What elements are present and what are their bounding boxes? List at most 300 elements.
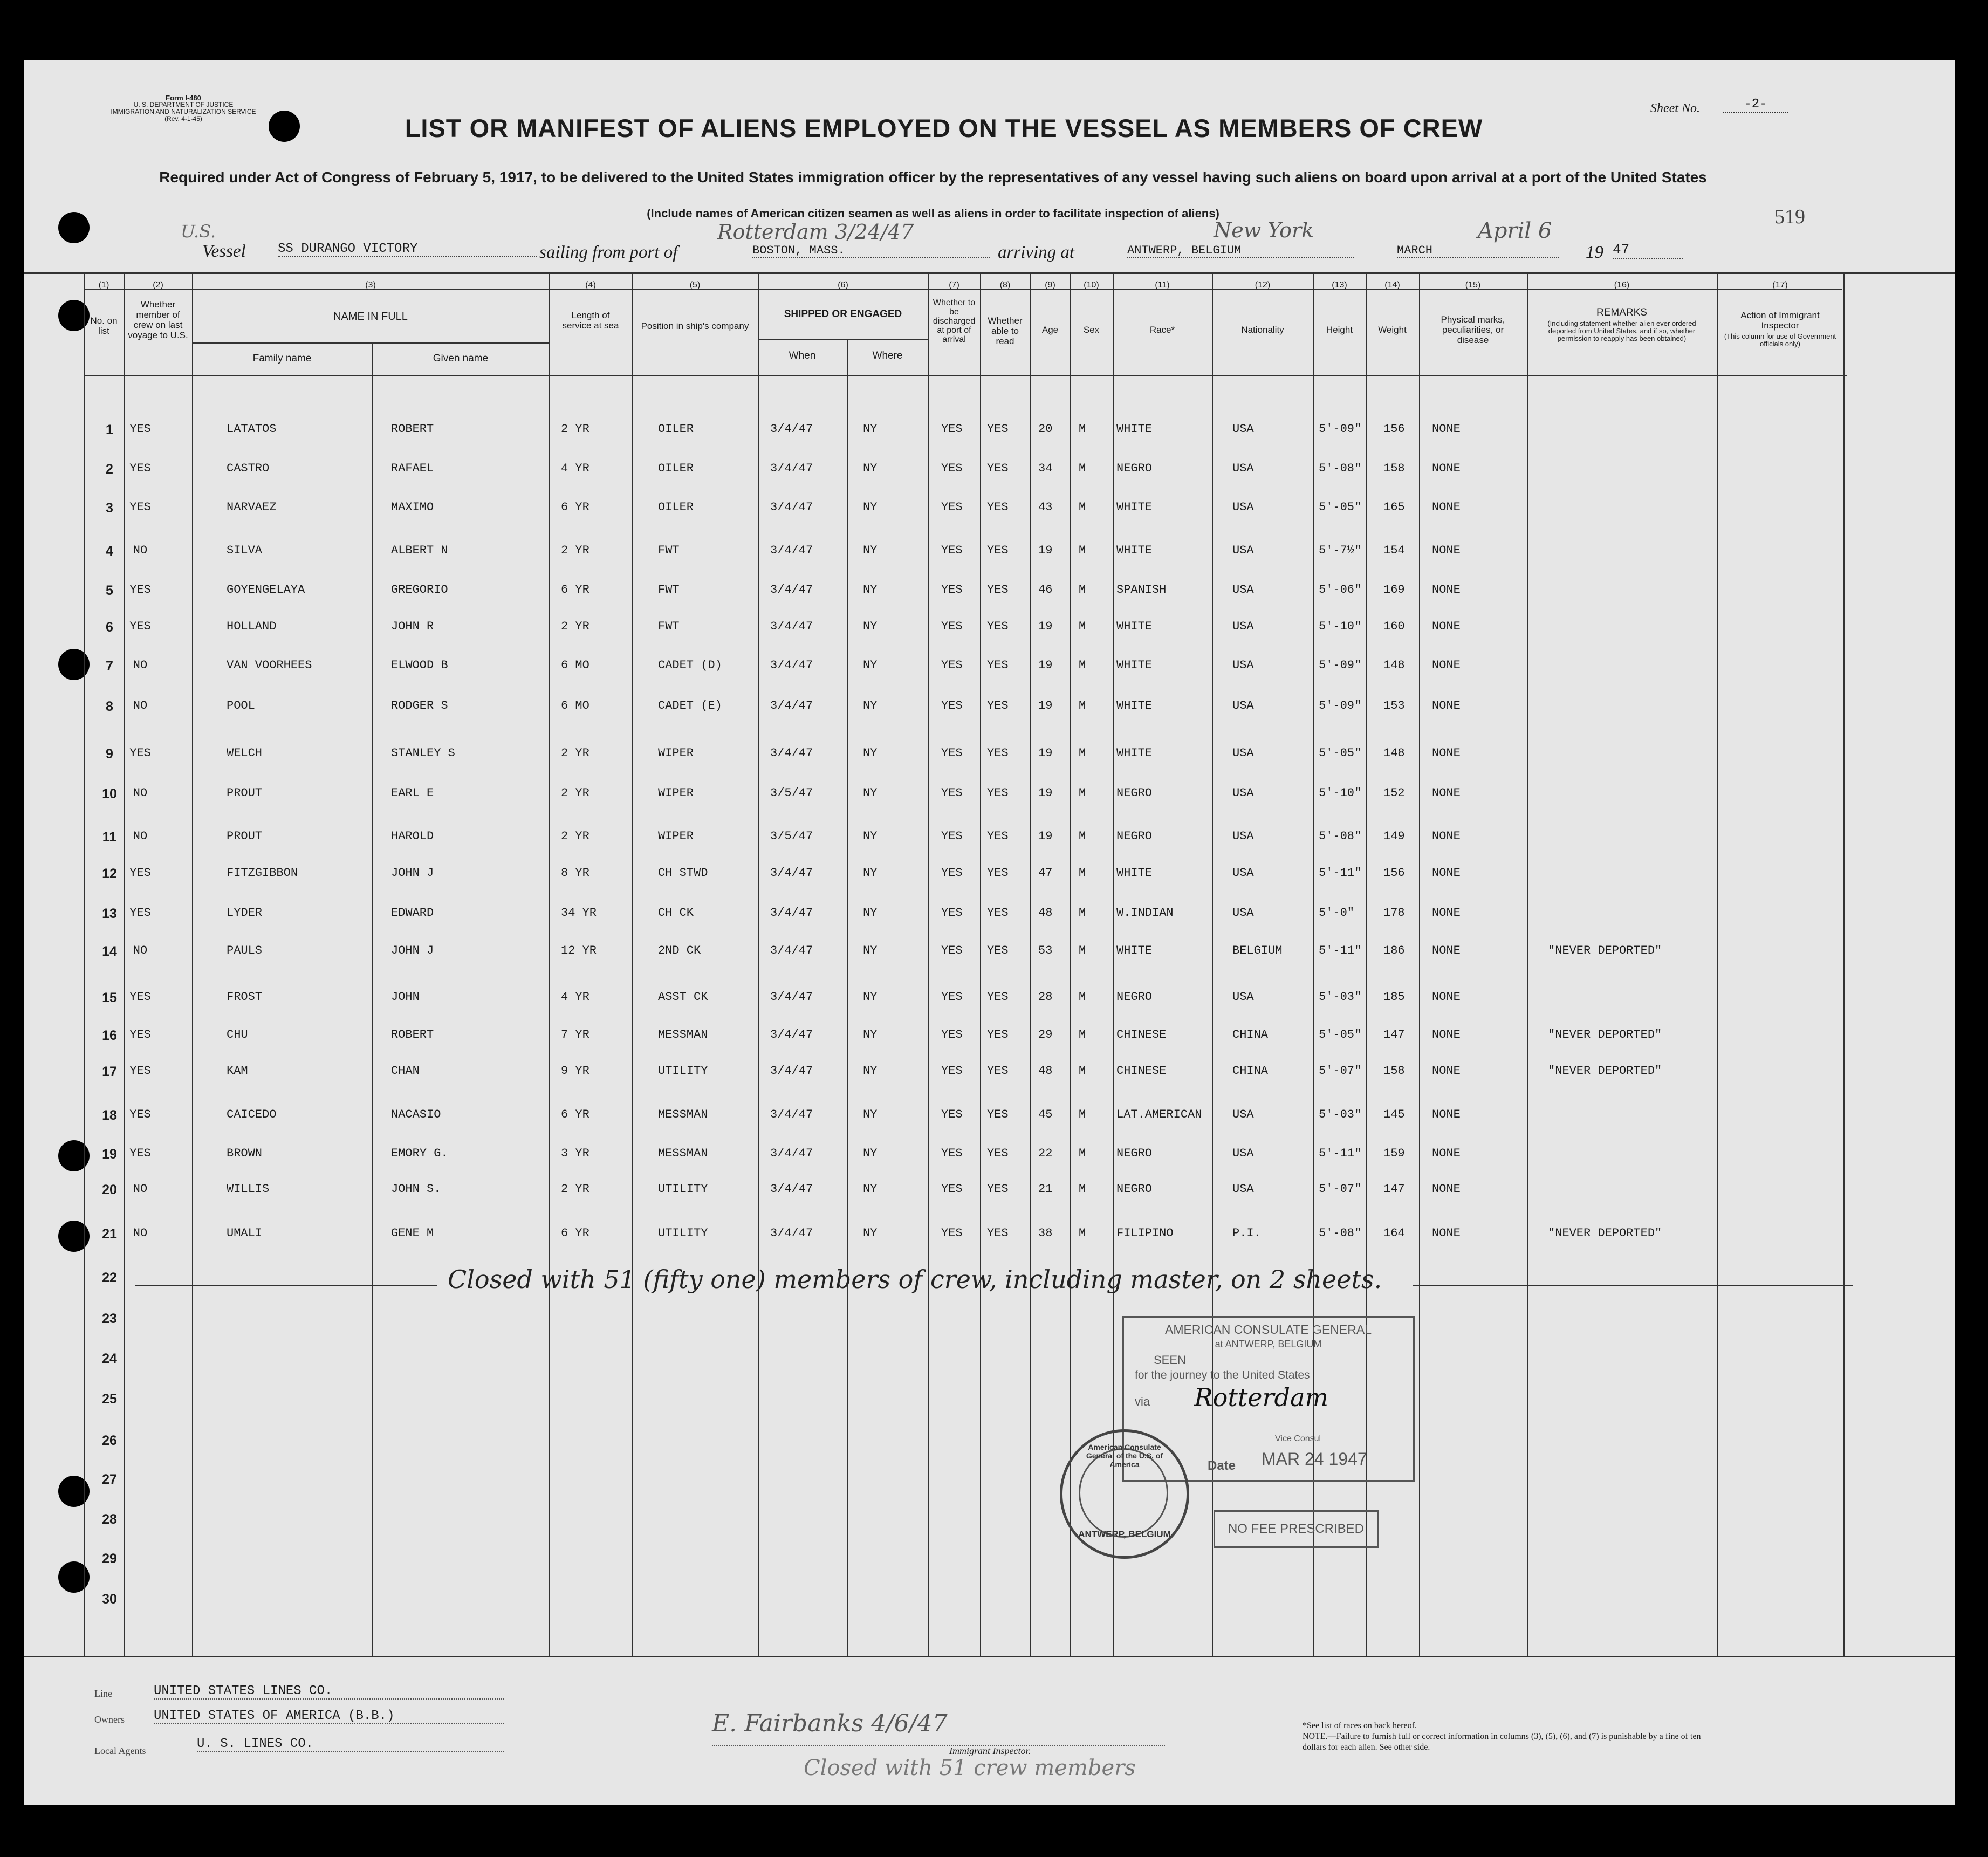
- race-cell: WHITE: [1116, 620, 1153, 633]
- row-number: 1: [106, 422, 113, 437]
- shipped-date-cell: 3/4/47: [770, 746, 813, 760]
- sex-cell: M: [1079, 830, 1086, 843]
- col-header-nationality: Nationality: [1241, 325, 1284, 335]
- shipped-date-cell: 3/4/47: [770, 501, 813, 514]
- shipped-place-cell: NY: [863, 1182, 878, 1196]
- discharge-cell: YES: [941, 659, 963, 672]
- remarks-cell: "NEVER DEPORTED": [1548, 1226, 1662, 1240]
- prev-voyage-cell: YES: [129, 866, 151, 880]
- marks-cell: NONE: [1432, 944, 1461, 957]
- service-cell: 2 YR: [561, 544, 589, 557]
- stamp-via-hand: Rotterdam: [1194, 1383, 1329, 1412]
- shipped-date-cell: 3/4/47: [770, 699, 813, 712]
- col-line: [1419, 272, 1420, 1656]
- given-name-cell: EARL E: [391, 786, 434, 800]
- height-cell: 5'-09": [1319, 422, 1362, 436]
- vessel-label: Vessel: [202, 242, 246, 261]
- read-cell: YES: [987, 699, 1009, 712]
- service-cell: 6 MO: [561, 699, 589, 712]
- col-num: (17): [1772, 280, 1788, 290]
- nationality-cell: P.I.: [1232, 1226, 1261, 1240]
- closing-rule-right: [1413, 1285, 1853, 1286]
- row-number: 24: [102, 1351, 117, 1366]
- shipped-place-cell: NY: [863, 501, 878, 514]
- sex-cell: M: [1079, 1108, 1086, 1121]
- height-cell: 5'-03": [1319, 1108, 1362, 1121]
- col-line: [372, 342, 373, 1656]
- marks-cell: NONE: [1432, 1108, 1461, 1121]
- month: MARCH: [1397, 244, 1559, 258]
- col-line: [847, 339, 848, 1656]
- race-cell: WHITE: [1116, 866, 1153, 880]
- race-cell: NEGRO: [1116, 786, 1153, 800]
- shipped-date-cell: 3/4/47: [770, 544, 813, 557]
- prev-voyage-cell: NO: [133, 786, 148, 800]
- shipped-place-cell: NY: [863, 1108, 878, 1121]
- col-num: (1): [98, 280, 109, 290]
- height-cell: 5'-07": [1319, 1182, 1362, 1196]
- col-num: (11): [1155, 280, 1170, 290]
- sex-cell: M: [1079, 699, 1086, 712]
- read-cell: YES: [987, 1028, 1009, 1041]
- marks-cell: NONE: [1432, 786, 1461, 800]
- position-cell: CH STWD: [658, 866, 708, 880]
- read-cell: YES: [987, 620, 1009, 633]
- read-cell: YES: [987, 990, 1009, 1004]
- race-cell: NEGRO: [1116, 1182, 1153, 1196]
- month-handwritten: April 6: [1478, 218, 1552, 243]
- vessel-name: SS DURANGO VICTORY: [278, 242, 537, 257]
- col-header-weight: Weight: [1378, 325, 1407, 335]
- height-cell: 5'-05": [1319, 1028, 1362, 1041]
- discharge-cell: YES: [941, 462, 963, 475]
- weight-cell: 152: [1383, 786, 1405, 800]
- stamp-via: via: [1135, 1395, 1150, 1408]
- prev-voyage-cell: YES: [129, 501, 151, 514]
- shipped-place-cell: NY: [863, 746, 878, 760]
- col-num: (9): [1045, 280, 1055, 290]
- age-cell: 21: [1038, 1182, 1053, 1196]
- race-cell: WHITE: [1116, 544, 1153, 557]
- height-cell: 5'-08": [1319, 462, 1362, 475]
- service-cell: 7 YR: [561, 1028, 589, 1041]
- age-cell: 29: [1038, 1028, 1053, 1041]
- shipped-place-cell: NY: [863, 906, 878, 920]
- position-cell: OILER: [658, 462, 694, 475]
- col-num: (15): [1465, 280, 1481, 290]
- shipped-date-cell: 3/4/47: [770, 1108, 813, 1121]
- weight-cell: 160: [1383, 620, 1405, 633]
- age-cell: 34: [1038, 462, 1053, 475]
- given-name-cell: JOHN: [391, 990, 420, 1004]
- sailing-handwritten: Rotterdam 3/24/47: [717, 220, 914, 244]
- sex-cell: M: [1079, 1028, 1086, 1041]
- family-name-cell: CAICEDO: [227, 1108, 277, 1121]
- family-name-cell: POOL: [227, 699, 255, 712]
- family-name-cell: VAN VOORHEES: [227, 659, 312, 672]
- weight-cell: 153: [1383, 699, 1405, 712]
- discharge-cell: YES: [941, 544, 963, 557]
- marks-cell: NONE: [1432, 1147, 1461, 1160]
- weight-cell: 148: [1383, 746, 1405, 760]
- sex-cell: M: [1079, 746, 1086, 760]
- marks-cell: NONE: [1432, 620, 1461, 633]
- given-name-cell: ELWOOD B: [391, 659, 448, 672]
- nationality-cell: USA: [1232, 422, 1254, 436]
- family-name-cell: CHU: [227, 1028, 248, 1041]
- row-number: 6: [106, 620, 113, 635]
- stamp-seen: SEEN: [1154, 1353, 1186, 1367]
- read-cell: YES: [987, 746, 1009, 760]
- margin-note: U.S.: [181, 221, 216, 242]
- shipped-date-cell: 3/4/47: [770, 990, 813, 1004]
- col-num: (12): [1255, 280, 1271, 290]
- col-num: (6): [838, 280, 848, 290]
- shipped-date-cell: 3/4/47: [770, 1226, 813, 1240]
- given-name-cell: ROBERT: [391, 1028, 434, 1041]
- row-number: 21: [102, 1226, 117, 1242]
- shipped-place-cell: NY: [863, 462, 878, 475]
- seal-city: ANTWERP, BELGIUM: [1078, 1529, 1171, 1539]
- service-cell: 2 YR: [561, 620, 589, 633]
- service-cell: 2 YR: [561, 830, 589, 843]
- nationality-cell: USA: [1232, 501, 1254, 514]
- row-number: 3: [106, 501, 113, 516]
- shipped-place-cell: NY: [863, 699, 878, 712]
- read-cell: YES: [987, 1147, 1009, 1160]
- weight-cell: 159: [1383, 1147, 1405, 1160]
- arriving-label: arriving at: [998, 243, 1075, 262]
- marks-cell: NONE: [1432, 746, 1461, 760]
- weight-cell: 145: [1383, 1108, 1405, 1121]
- nationality-cell: USA: [1232, 699, 1254, 712]
- marks-cell: NONE: [1432, 462, 1461, 475]
- age-cell: 19: [1038, 699, 1053, 712]
- shipped-place-cell: NY: [863, 620, 878, 633]
- service: IMMIGRATION AND NATURALIZATION SERVICE: [111, 108, 256, 115]
- discharge-cell: YES: [941, 1147, 963, 1160]
- stamp-date: MAR 24 1947: [1262, 1449, 1367, 1469]
- seal-text: American Consulate General of the U.S. of America: [1086, 1443, 1163, 1469]
- race-cell: WHITE: [1116, 746, 1153, 760]
- col-num: (8): [999, 280, 1011, 290]
- row-number: 14: [102, 944, 117, 959]
- read-cell: YES: [987, 659, 1009, 672]
- discharge-cell: YES: [941, 830, 963, 843]
- shipped-date-cell: 3/4/47: [770, 866, 813, 880]
- row-number: 13: [102, 906, 117, 921]
- agents-label: Local Agents: [94, 1745, 146, 1756]
- read-cell: YES: [987, 1064, 1009, 1078]
- shipped-place-cell: NY: [863, 544, 878, 557]
- col-header-action: Action of Immigrant Inspector: [1740, 310, 1820, 331]
- inspector-label: Immigrant Inspector.: [949, 1745, 1031, 1756]
- stamp-line1: AMERICAN CONSULATE GENERAL: [1165, 1322, 1372, 1337]
- weight-cell: 147: [1383, 1028, 1405, 1041]
- position-cell: CADET (E): [658, 699, 722, 712]
- given-name-cell: JOHN J: [391, 866, 434, 880]
- discharge-cell: YES: [941, 866, 963, 880]
- service-cell: 6 YR: [561, 1226, 589, 1240]
- marks-cell: NONE: [1432, 699, 1461, 712]
- position-cell: MESSMAN: [658, 1147, 708, 1160]
- row-number: 17: [102, 1064, 117, 1079]
- age-cell: 43: [1038, 501, 1053, 514]
- marks-cell: NONE: [1432, 501, 1461, 514]
- col-line: [1070, 272, 1071, 1656]
- col-line: [928, 272, 929, 1656]
- position-cell: CH CK: [658, 906, 694, 920]
- sailing-label: sailing from port of: [539, 243, 678, 262]
- row-number: 27: [102, 1472, 117, 1487]
- service-cell: 2 YR: [561, 1182, 589, 1196]
- col-line: [758, 272, 759, 1656]
- sex-cell: M: [1079, 544, 1086, 557]
- col-num: (4): [585, 280, 596, 290]
- punch-hole: [58, 212, 90, 243]
- shipped-date-cell: 3/5/47: [770, 786, 813, 800]
- line-label: Line: [94, 1688, 112, 1699]
- height-cell: 5'-09": [1319, 659, 1362, 672]
- given-name-cell: HAROLD: [391, 830, 434, 843]
- given-name-cell: STANLEY S: [391, 746, 455, 760]
- age-cell: 20: [1038, 422, 1053, 436]
- row-number: 4: [106, 544, 113, 559]
- read-cell: YES: [987, 1108, 1009, 1121]
- race-cell: SPANISH: [1116, 583, 1167, 597]
- col-num: (5): [689, 280, 701, 290]
- marks-cell: NONE: [1432, 906, 1461, 920]
- col-header-shipped: SHIPPED OR ENGAGED: [784, 309, 902, 320]
- height-cell: 5'-11": [1319, 1147, 1362, 1160]
- stamp-journey: for the journey to the United States: [1135, 1369, 1310, 1381]
- height-cell: 5'-05": [1319, 746, 1362, 760]
- shipped-place-cell: NY: [863, 830, 878, 843]
- family-name-cell: LYDER: [227, 906, 263, 920]
- nationality-cell: USA: [1232, 620, 1254, 633]
- row-number: 2: [106, 462, 113, 477]
- nationality-cell: USA: [1232, 786, 1254, 800]
- col-header-where: Where: [872, 350, 903, 361]
- discharge-cell: YES: [941, 746, 963, 760]
- shipped-place-cell: NY: [863, 1028, 878, 1041]
- read-cell: YES: [987, 830, 1009, 843]
- row-number: 16: [102, 1028, 117, 1043]
- col-header-remarks-sub: (Including statement whether alien ever ordered deported from United States, and if so, whether permission to reapply has been obtained): [1547, 319, 1696, 342]
- read-cell: YES: [987, 544, 1009, 557]
- given-name-cell: GENE M: [391, 1226, 434, 1240]
- family-name-cell: UMALI: [227, 1226, 263, 1240]
- shipped-date-cell: 3/4/47: [770, 1064, 813, 1078]
- service-cell: 2 YR: [561, 786, 589, 800]
- row-number: 15: [102, 990, 117, 1005]
- discharge-cell: YES: [941, 422, 963, 436]
- service-cell: 12 YR: [561, 944, 597, 957]
- remarks-cell: "NEVER DEPORTED": [1548, 1028, 1662, 1041]
- row-number: 25: [102, 1392, 117, 1407]
- read-cell: YES: [987, 944, 1009, 957]
- marks-cell: NONE: [1432, 990, 1461, 1004]
- family-name-cell: BROWN: [227, 1147, 263, 1160]
- family-name-cell: PAULS: [227, 944, 263, 957]
- service-cell: 4 YR: [561, 990, 589, 1004]
- read-cell: YES: [987, 462, 1009, 475]
- remarks-cell: "NEVER DEPORTED": [1548, 1064, 1662, 1078]
- weight-cell: 178: [1383, 906, 1405, 920]
- row-number: 30: [102, 1592, 117, 1607]
- arriving-handwritten: New York: [1214, 218, 1314, 242]
- height-cell: 5'-10": [1319, 620, 1362, 633]
- prev-voyage-cell: NO: [133, 659, 148, 672]
- stamp-line2: at ANTWERP, BELGIUM: [1215, 1339, 1322, 1349]
- given-name-cell: CHAN: [391, 1064, 420, 1078]
- weight-cell: 165: [1383, 501, 1405, 514]
- prev-voyage-cell: YES: [129, 990, 151, 1004]
- nationality-cell: USA: [1232, 990, 1254, 1004]
- sex-cell: M: [1079, 906, 1086, 920]
- shipped-place-cell: NY: [863, 944, 878, 957]
- row-number: 28: [102, 1512, 117, 1527]
- shipped-place-cell: NY: [863, 1147, 878, 1160]
- shipped-place-cell: NY: [863, 1226, 878, 1240]
- age-cell: 48: [1038, 906, 1053, 920]
- prev-voyage-cell: NO: [133, 944, 148, 957]
- discharge-cell: YES: [941, 620, 963, 633]
- height-cell: 5'-08": [1319, 830, 1362, 843]
- inspector-rule: [712, 1745, 1165, 1746]
- shipped-date-cell: 3/4/47: [770, 944, 813, 957]
- prev-voyage-cell: YES: [129, 1147, 151, 1160]
- position-cell: ASST CK: [658, 990, 708, 1004]
- discharge-cell: YES: [941, 944, 963, 957]
- year: 47: [1613, 242, 1683, 259]
- sailing-port: BOSTON, MASS.: [752, 244, 990, 258]
- shipped-date-cell: 3/5/47: [770, 830, 813, 843]
- nationality-cell: USA: [1232, 746, 1254, 760]
- position-cell: WIPER: [658, 746, 694, 760]
- sex-cell: M: [1079, 659, 1086, 672]
- weight-cell: 148: [1383, 659, 1405, 672]
- age-cell: 19: [1038, 544, 1053, 557]
- arriving-port: ANTWERP, BELGIUM: [1127, 244, 1354, 258]
- position-cell: MESSMAN: [658, 1028, 708, 1041]
- marks-cell: NONE: [1432, 1182, 1461, 1196]
- col-num: (14): [1384, 280, 1400, 290]
- discharge-cell: YES: [941, 990, 963, 1004]
- row-number: 26: [102, 1433, 117, 1448]
- position-cell: MESSMAN: [658, 1108, 708, 1121]
- position-cell: WIPER: [658, 786, 694, 800]
- row-number: 20: [102, 1182, 117, 1197]
- races-note: *See list of races on back hereof.: [1303, 1721, 1417, 1730]
- col-header-age: Age: [1041, 325, 1059, 335]
- weight-cell: 149: [1383, 830, 1405, 843]
- col-header-remarks: REMARKS: [1596, 307, 1647, 318]
- prev-voyage-cell: YES: [129, 1064, 151, 1078]
- col-line: [632, 272, 633, 1656]
- race-cell: WHITE: [1116, 501, 1153, 514]
- age-cell: 47: [1038, 866, 1053, 880]
- nationality-cell: BELGIUM: [1232, 944, 1283, 957]
- nationality-cell: USA: [1232, 1108, 1254, 1121]
- family-name-cell: PROUT: [227, 830, 263, 843]
- weight-cell: 164: [1383, 1226, 1405, 1240]
- col-num: (13): [1332, 280, 1347, 290]
- prev-voyage-cell: YES: [129, 620, 151, 633]
- table-bottom-border: [24, 1656, 1955, 1657]
- service-cell: 9 YR: [561, 1064, 589, 1078]
- row-number: 10: [102, 786, 117, 801]
- discharge-cell: YES: [941, 1226, 963, 1240]
- owners-value: UNITED STATES OF AMERICA (B.B.): [154, 1709, 504, 1724]
- row-number: 22: [102, 1270, 117, 1285]
- col-header-sex: Sex: [1083, 325, 1100, 335]
- race-cell: NEGRO: [1116, 990, 1153, 1004]
- inspector-signature: E. Fairbanks 4/6/47: [712, 1710, 948, 1737]
- family-name-cell: WILLIS: [227, 1182, 270, 1196]
- marks-cell: NONE: [1432, 1226, 1461, 1240]
- read-cell: YES: [987, 906, 1009, 920]
- marks-cell: NONE: [1432, 1028, 1461, 1041]
- given-name-cell: JOHN S.: [391, 1182, 441, 1196]
- marks-cell: NONE: [1432, 422, 1461, 436]
- marks-cell: NONE: [1432, 1064, 1461, 1078]
- nationality-cell: USA: [1232, 1147, 1254, 1160]
- closed-handwritten: Closed with 51 crew members: [804, 1756, 1136, 1780]
- shipped-place-cell: NY: [863, 583, 878, 597]
- given-name-cell: EDWARD: [391, 906, 434, 920]
- age-cell: 28: [1038, 990, 1053, 1004]
- sex-cell: M: [1079, 1226, 1086, 1240]
- family-name-cell: PROUT: [227, 786, 263, 800]
- service-cell: 6 YR: [561, 1108, 589, 1121]
- sex-cell: M: [1079, 866, 1086, 880]
- nationality-cell: USA: [1232, 659, 1254, 672]
- col-num: (2): [153, 280, 163, 290]
- sex-cell: M: [1079, 1182, 1086, 1196]
- prev-voyage-cell: NO: [133, 544, 148, 557]
- sex-cell: M: [1079, 501, 1086, 514]
- read-cell: YES: [987, 1182, 1009, 1196]
- nationality-cell: USA: [1232, 544, 1254, 557]
- race-cell: CHINESE: [1116, 1064, 1167, 1078]
- remarks-cell: "NEVER DEPORTED": [1548, 944, 1662, 957]
- shipped-subrule: [758, 339, 928, 340]
- col-line: [192, 272, 193, 1656]
- col-header-discharged: Whether to be discharged at port of arrival: [933, 298, 976, 344]
- sex-cell: M: [1079, 944, 1086, 957]
- row-number: 7: [106, 659, 113, 674]
- row-number: 11: [102, 830, 117, 845]
- sheet-label: Sheet No.: [1650, 101, 1700, 115]
- family-name-cell: KAM: [227, 1064, 248, 1078]
- weight-cell: 185: [1383, 990, 1405, 1004]
- nationality-cell: USA: [1232, 830, 1254, 843]
- race-cell: WHITE: [1116, 944, 1153, 957]
- age-cell: 22: [1038, 1147, 1053, 1160]
- nationality-cell: USA: [1232, 462, 1254, 475]
- shipped-place-cell: NY: [863, 786, 878, 800]
- shipped-date-cell: 3/4/47: [770, 1147, 813, 1160]
- col-header-race: Race*: [1149, 325, 1175, 335]
- name-subrule: [192, 342, 549, 344]
- family-name-cell: NARVAEZ: [227, 501, 277, 514]
- height-cell: 5'-06": [1319, 583, 1362, 597]
- col-header-given: Given name: [433, 353, 489, 364]
- row-number: 9: [106, 746, 113, 762]
- position-cell: FWT: [658, 583, 680, 597]
- col-line: [1527, 272, 1528, 1656]
